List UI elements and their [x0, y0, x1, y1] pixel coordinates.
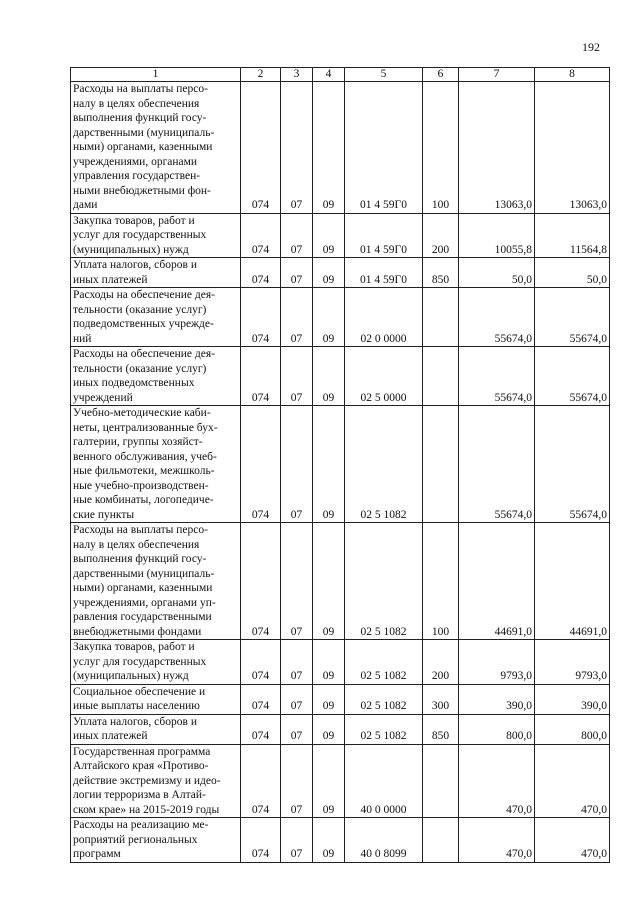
expense-type-cell: 300 [423, 684, 459, 714]
section-cell: 07 [281, 640, 313, 685]
column-header: 2 [241, 68, 281, 82]
admin-code-cell: 074 [241, 744, 281, 818]
description-line: неты, централизованные бух- [73, 421, 218, 434]
amount-year1-cell: 470,0 [459, 744, 535, 818]
description-line: выполнения функций госу- [73, 112, 207, 124]
admin-code-cell: 074 [241, 258, 281, 288]
description-line: логии терроризма в Алтай- [73, 789, 206, 801]
table-row [71, 213, 610, 258]
target-article-cell: 40 0 8099 [345, 818, 423, 863]
description-cell [71, 347, 241, 406]
target-article-cell: 01 4 59Г0 [345, 213, 423, 258]
description-cell [71, 818, 241, 863]
table-row [71, 288, 610, 347]
amount-year2-cell: 470,0 [535, 818, 610, 863]
description-line: тельности (оказание услуг) [73, 303, 207, 316]
subsection-cell: 09 [313, 258, 345, 288]
description-line: галтерии, группы хозяйст- [73, 436, 203, 448]
section-cell: 07 [281, 523, 313, 640]
description-line: иных платежей [73, 273, 148, 286]
description-line: равления государственными [73, 611, 212, 623]
description-cell [71, 82, 241, 214]
section-cell: 07 [281, 258, 313, 288]
description-line: ском крае» на 2015-2019 годы [73, 803, 220, 816]
description-line: учреждений [73, 391, 133, 404]
admin-code-cell: 074 [241, 288, 281, 347]
amount-year2-cell: 55674,0 [535, 288, 610, 347]
subsection-cell: 09 [313, 640, 345, 685]
table-row [71, 406, 610, 523]
description-line: (муниципальных) нужд [73, 243, 189, 256]
description-line: внебюджетными фондами [73, 625, 202, 638]
description-line: Закупка товаров, работ и [73, 214, 195, 227]
amount-year1-cell: 55674,0 [459, 288, 535, 347]
table-row [71, 347, 610, 406]
section-cell: 07 [281, 684, 313, 714]
description-line: Расходы на выплаты персо- [73, 524, 208, 536]
amount-year2-cell: 55674,0 [535, 347, 610, 406]
subsection-cell: 09 [313, 288, 345, 347]
amount-year2-cell: 800,0 [535, 714, 610, 744]
admin-code-cell: 074 [241, 213, 281, 258]
description-line: роприятий региональных [73, 833, 198, 846]
amount-year1-cell: 50,0 [459, 258, 535, 288]
description-line: Расходы на выплаты персо- [73, 83, 208, 95]
description-line: Закупка товаров, работ и [73, 641, 195, 653]
expense-type-cell: 200 [423, 640, 459, 685]
description-line: (муниципальных) нужд [73, 670, 189, 682]
admin-code-cell: 074 [241, 714, 281, 744]
subsection-cell: 09 [313, 818, 345, 863]
description-line: Государственная программа [73, 745, 211, 758]
description-line: Уплата налогов, сборов и [73, 715, 197, 728]
subsection-cell: 09 [313, 744, 345, 818]
amount-year2-cell: 55674,0 [535, 406, 610, 523]
amount-year1-cell: 390,0 [459, 684, 535, 714]
description-line: ний [73, 332, 92, 345]
description-line: услуг для государственных [73, 655, 207, 668]
expense-type-cell [423, 744, 459, 818]
description-line: Расходы на обеспечение дея- [73, 348, 215, 360]
target-article-cell: 01 4 59Г0 [345, 258, 423, 288]
page-number: 192 [582, 40, 600, 54]
amount-year1-cell: 10055,8 [459, 213, 535, 258]
section-cell: 07 [281, 82, 313, 214]
description-line: Расходы на обеспечение дея- [73, 289, 215, 301]
table-row [71, 523, 610, 640]
amount-year2-cell: 9793,0 [535, 640, 610, 685]
table-row [71, 684, 610, 714]
amount-year2-cell: 44691,0 [535, 523, 610, 640]
section-cell: 07 [281, 406, 313, 523]
description-line: иных подведомственных [73, 377, 195, 389]
description-line: подведомственных учрежде- [73, 318, 214, 330]
expense-type-cell: 200 [423, 213, 459, 258]
description-line: учреждениями, органами [73, 155, 198, 168]
expense-type-cell [423, 406, 459, 523]
description-line: тельности (оказание услуг) [73, 362, 207, 375]
description-line: программ [73, 848, 121, 860]
description-cell [71, 523, 241, 640]
description-line: Расходы на реализацию ме- [73, 819, 209, 831]
description-cell [71, 258, 241, 288]
table-row [71, 714, 610, 744]
amount-year2-cell: 13063,0 [535, 82, 610, 214]
amount-year1-cell: 9793,0 [459, 640, 535, 685]
description-line: Социальное обеспечение и [73, 685, 206, 698]
description-cell [71, 406, 241, 523]
admin-code-cell: 074 [241, 684, 281, 714]
target-article-cell: 01 4 59Г0 [345, 82, 423, 214]
admin-code-cell: 074 [241, 347, 281, 406]
description-line: ные комбинаты, логопедиче- [73, 494, 214, 506]
admin-code-cell: 074 [241, 406, 281, 523]
subsection-cell: 09 [313, 347, 345, 406]
admin-code-cell: 074 [241, 818, 281, 863]
budget-table [70, 67, 610, 863]
description-line: ные учебно-производствен- [73, 479, 209, 492]
amount-year1-cell: 55674,0 [459, 347, 535, 406]
table-body [71, 82, 610, 863]
description-line: налу в целях обеспечения [73, 97, 200, 110]
amount-year2-cell: 50,0 [535, 258, 610, 288]
description-line: действие экстремизму и идео- [73, 774, 221, 787]
target-article-cell: 40 0 0000 [345, 744, 423, 818]
expense-type-cell [423, 818, 459, 863]
target-article-cell: 02 5 1082 [345, 684, 423, 714]
amount-year1-cell: 55674,0 [459, 406, 535, 523]
description-cell [71, 288, 241, 347]
description-line: налу в целях обеспечения [73, 538, 200, 551]
admin-code-cell: 074 [241, 82, 281, 214]
column-header: 6 [423, 68, 459, 82]
expense-type-cell: 850 [423, 714, 459, 744]
subsection-cell: 09 [313, 82, 345, 214]
description-line: Уплата налогов, сборов и [73, 259, 197, 271]
section-cell: 07 [281, 347, 313, 406]
column-header: 1 [71, 68, 241, 82]
expense-type-cell: 100 [423, 523, 459, 640]
description-cell [71, 714, 241, 744]
table-row [71, 640, 610, 685]
section-cell: 07 [281, 818, 313, 863]
amount-year2-cell: 470,0 [535, 744, 610, 818]
description-cell [71, 744, 241, 818]
table-row [71, 82, 610, 214]
admin-code-cell: 074 [241, 640, 281, 685]
description-cell [71, 213, 241, 258]
header-row [71, 68, 610, 82]
target-article-cell: 02 5 1082 [345, 714, 423, 744]
amount-year1-cell: 44691,0 [459, 523, 535, 640]
subsection-cell: 09 [313, 684, 345, 714]
target-article-cell: 02 5 1082 [345, 523, 423, 640]
description-line: иных платежей [73, 730, 148, 742]
expense-type-cell: 850 [423, 258, 459, 288]
section-cell: 07 [281, 213, 313, 258]
table-row [71, 744, 610, 818]
column-header: 4 [313, 68, 345, 82]
target-article-cell: 02 5 0000 [345, 347, 423, 406]
column-header: 7 [459, 68, 535, 82]
subsection-cell: 09 [313, 523, 345, 640]
expense-type-cell: 100 [423, 82, 459, 214]
description-cell [71, 640, 241, 685]
subsection-cell: 09 [313, 714, 345, 744]
description-line: ные фильмотеки, межшколь- [73, 465, 215, 477]
description-line: дами [73, 199, 98, 211]
amount-year2-cell: 390,0 [535, 684, 610, 714]
amount-year1-cell: 13063,0 [459, 82, 535, 214]
description-line: услуг для государственных [73, 229, 207, 241]
description-line: Алтайского края «Противо- [73, 760, 209, 772]
description-line: выполнения функций госу- [73, 553, 207, 565]
target-article-cell: 02 5 1082 [345, 406, 423, 523]
target-article-cell: 02 0 0000 [345, 288, 423, 347]
target-article-cell: 02 5 1082 [345, 640, 423, 685]
section-cell: 07 [281, 714, 313, 744]
admin-code-cell: 074 [241, 523, 281, 640]
description-line: иные выплаты населению [73, 700, 200, 712]
subsection-cell: 09 [313, 406, 345, 523]
section-cell: 07 [281, 744, 313, 818]
description-cell [71, 684, 241, 714]
expense-type-cell [423, 347, 459, 406]
subsection-cell: 09 [313, 213, 345, 258]
description-line: ские пункты [73, 508, 135, 521]
description-line: ными) органами, казенными [73, 582, 213, 594]
amount-year1-cell: 470,0 [459, 818, 535, 863]
table-row [71, 258, 610, 288]
description-line: дарственными (муниципаль- [73, 567, 215, 580]
description-line: дарственными (муниципаль- [73, 126, 215, 139]
description-line: Учебно-методические каби- [73, 407, 211, 419]
description-line: ными) органами, казенными [73, 141, 213, 153]
description-line: венного обслуживания, учеб- [73, 450, 217, 463]
expense-type-cell [423, 288, 459, 347]
description-line: учреждениями, органами уп- [73, 596, 216, 609]
table-row [71, 818, 610, 863]
column-header: 3 [281, 68, 313, 82]
section-cell: 07 [281, 288, 313, 347]
column-header: 8 [535, 68, 610, 82]
description-line: ными внебюджетными фон- [73, 184, 211, 197]
amount-year2-cell: 11564,8 [535, 213, 610, 258]
amount-year1-cell: 800,0 [459, 714, 535, 744]
description-line: управления государствен- [73, 170, 201, 182]
column-header: 5 [345, 68, 423, 82]
